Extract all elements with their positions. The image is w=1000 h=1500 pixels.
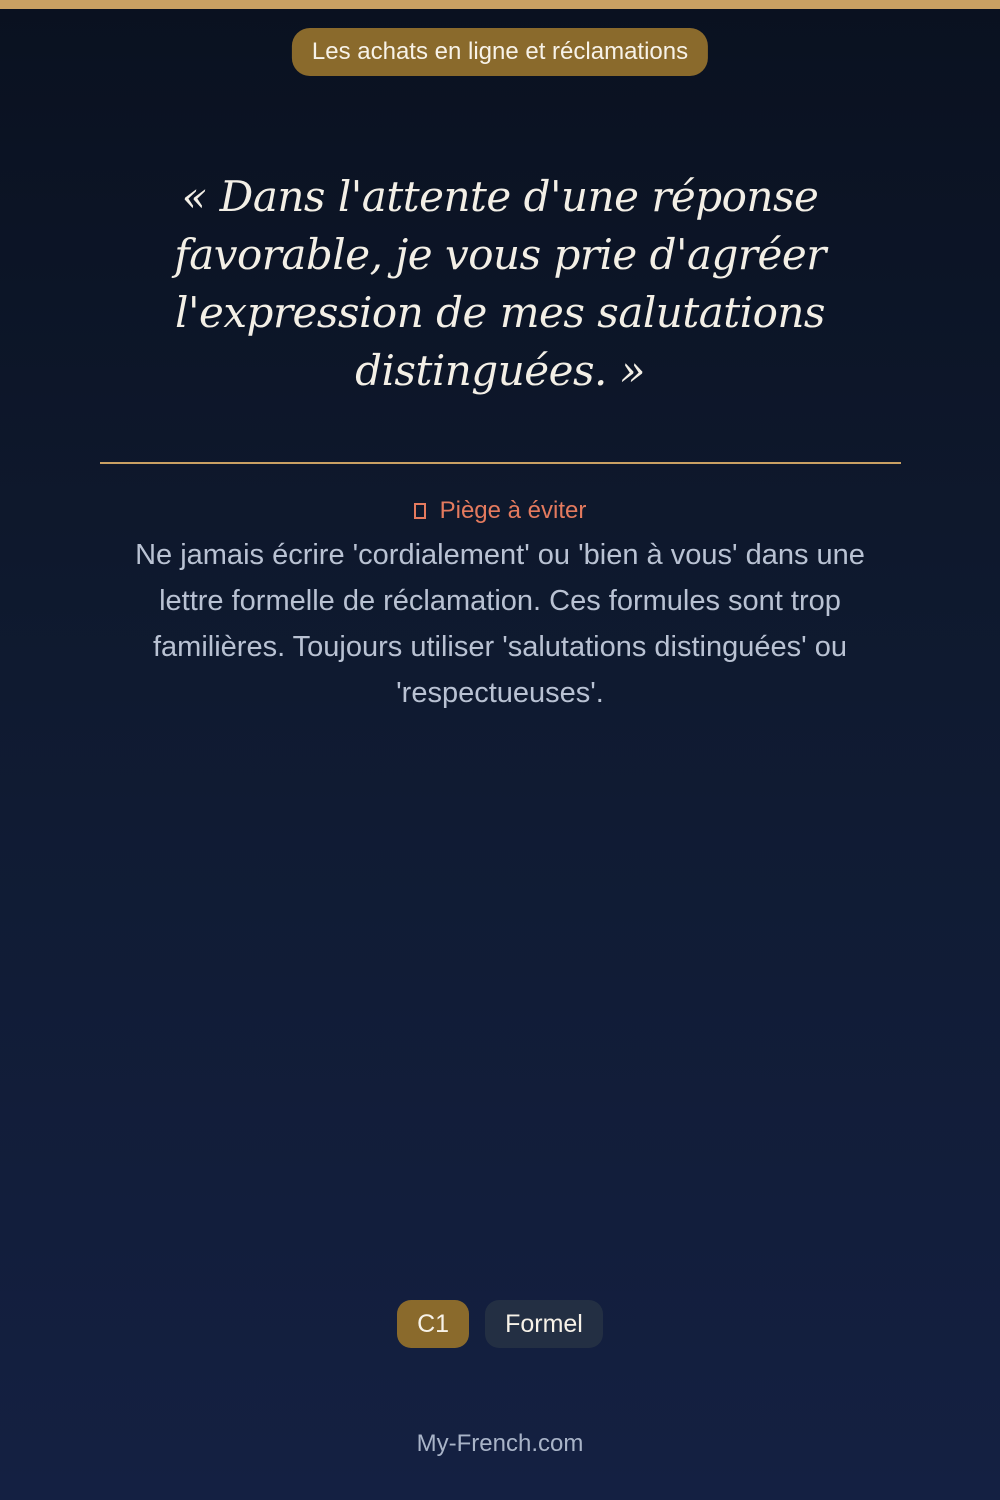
warning-heading [100,494,900,528]
register-badge: Formel [485,1300,603,1348]
tags-row [0,1300,1000,1348]
divider [100,462,901,464]
topic-badge: Les achats en ligne et réclamations [292,28,708,76]
warning-title: Piège à éviter [439,497,587,524]
top-accent-bar [0,0,1000,9]
warning-box-icon [414,503,426,519]
level-badge: C1 [397,1300,469,1348]
quote-text: « Dans l'attente d'une réponse favorable, je vous prie d'agréer l'expression de mes salutations distinguées. » [174,172,826,395]
warning-text: Ne jamais écrire 'cordialement' ou 'bien à vous' dans une lettre formelle de réclamation. Ces formules sont trop familières. Toujours utiliser 'salutations distinguées' ou 'respectueuses'. [135,539,865,709]
site-footer: My-French.com [416,1430,584,1457]
